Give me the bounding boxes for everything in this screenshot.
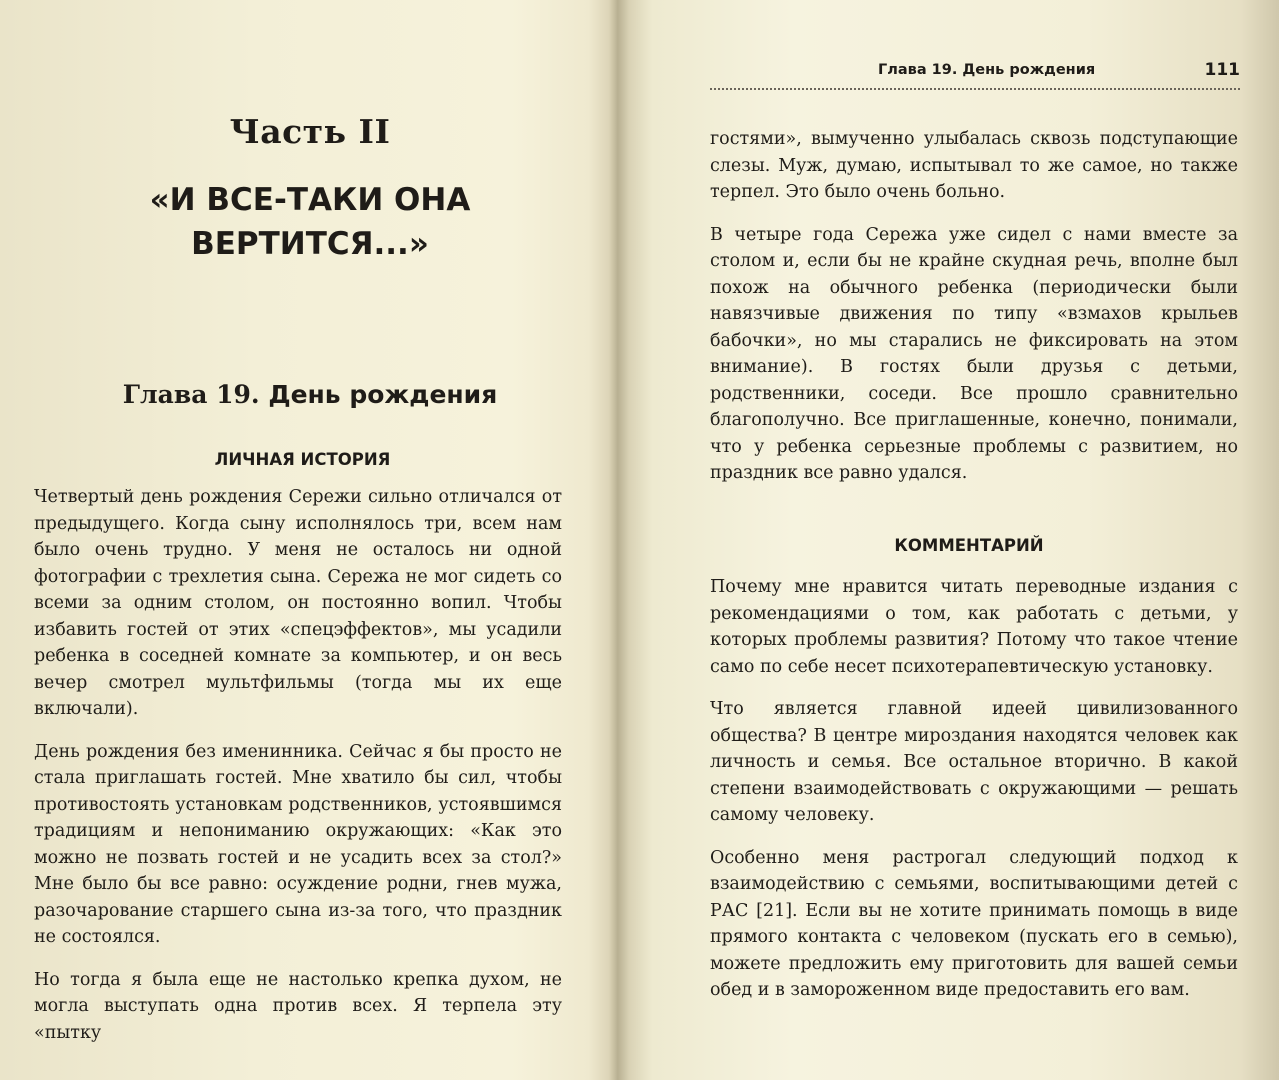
paragraph: Почему мне нравится читать переводные издания с рекомендациями о том, как работать с детьми, у которых проблемы развития? Потому что такое чтение само по себе несет психотерапевтическую установку. bbox=[710, 577, 1238, 677]
paragraph: гостями», вымученно улыбалась сквозь подступающие слезы. Муж, думаю, испытывал то же самое, но также терпел. Это было очень больно. bbox=[710, 129, 1238, 202]
chapter-number: Глава 19. bbox=[122, 380, 260, 409]
running-title: Глава 19. День рождения bbox=[878, 62, 1096, 78]
paragraph: Но тогда я была еще не настолько крепка духом, не могла выступать одна против всех. Я терпела эту «пытку bbox=[34, 969, 562, 1043]
section-heading-commentary: КОММЕНТАРИЙ bbox=[894, 536, 1044, 555]
paragraph: Что является главной идеей цивилизованного общества? В центре мироздания находятся человек как личность и семья. Все остальное вторично. В какой степени взаимодействовать с окружающими — решать самому человеку. bbox=[710, 699, 1238, 825]
right-page bbox=[640, 0, 1279, 1080]
paragraph: Особенно меня растрогал следующий подход к взаимодействию с семьями, воспитывающими детей с РАС [21]. Если вы не хотите принимать помощь в виде прямого контакта с человеком (пускать его в семью), можете предложить ему приготовить для вашей семьи обед и в замороженном виде предоставить его вам. bbox=[710, 847, 1238, 1000]
left-body-text bbox=[34, 484, 562, 1062]
paragraph: День рождения без именинника. Сейчас я бы просто не стала приглашать гостей. Мне хватило бы сил, чтобы противостоять установкам родственников, устоявшимся традициям и непониманию окружающих: «Как это можно не позвать гостей и не усадить всех за стол?» Мне было бы все равно: осуждение родни, гнев мужа, разочарование старшего сына из-за того, что праздник не состоялся. bbox=[34, 741, 562, 947]
chapter-title bbox=[40, 380, 580, 409]
paragraph: Четвертый день рождения Сережи сильно отличался от предыдущего. Когда сыну исполнялось три, всем нам было очень трудно. У меня не осталось ни одной фотографии с трехлетия сына. Сережа не мог сидеть со всеми за одним столом, он постоянно вопил. Чтобы избавить гостей от этих «спецэффектов», мы усадили ребенка в соседней комнате за компьютер, и он весь вечер смотрел мультфильмы (тогда мы их еще включали). bbox=[34, 487, 562, 719]
left-page bbox=[0, 0, 600, 1080]
right-body-text-top bbox=[710, 126, 1238, 503]
chapter-name: День рождения bbox=[268, 380, 498, 409]
part-title: Часть II bbox=[229, 112, 391, 151]
part-subtitle: «И ВСЕ-ТАКИ ОНА ВЕРТИТСЯ...» bbox=[149, 182, 471, 262]
page-number: 111 bbox=[1204, 60, 1240, 80]
paragraph: В четыре года Сережа уже сидел с нами вместе за столом и, если бы не крайне скудная речь, вполне был похож на обычного ребенка (периодически были навязчивые движения по типу «взмахов крыльев бабочки», но мы старались не фиксировать на этом внимание). В гостях были друзья с детьми, родственники, соседи. Все прошло сравнительно благополучно. Все приглашенные, конечно, понимали, что у ребенка серьезные проблемы с развитием, но праздник все равно удался. bbox=[710, 224, 1238, 483]
section-heading-personal-story: ЛИЧНАЯ ИСТОРИЯ bbox=[214, 450, 391, 469]
running-head bbox=[710, 62, 1240, 90]
right-body-text-bottom bbox=[710, 574, 1238, 1020]
